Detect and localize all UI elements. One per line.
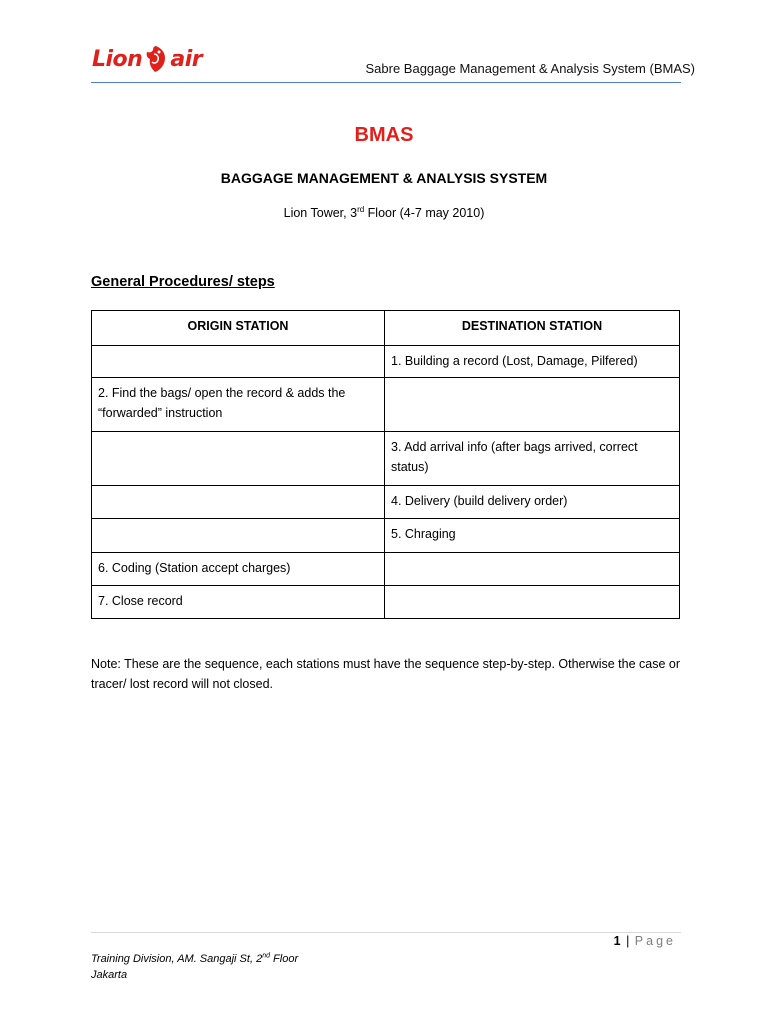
document-location xyxy=(0,206,768,220)
table-row xyxy=(92,586,680,619)
destination-cell xyxy=(385,586,680,619)
destination-cell: 5. Chraging xyxy=(385,519,680,553)
destination-cell: 1. Building a record (Lost, Damage, Pilfered) xyxy=(385,346,680,378)
header-divider xyxy=(91,82,681,83)
destination-cell xyxy=(385,553,680,586)
location-prefix: Lion Tower, 3 xyxy=(283,206,358,220)
lion-emblem-icon xyxy=(143,44,169,74)
table-row xyxy=(92,346,680,378)
footer-divider xyxy=(91,932,681,933)
location-ordinal: rd xyxy=(357,204,365,214)
column-header-destination: DESTINATION STATION xyxy=(385,311,680,346)
footer-line-1 xyxy=(91,951,298,967)
location-suffix: Floor (4-7 may 2010) xyxy=(364,206,485,220)
origin-cell: 6. Coding (Station accept charges) xyxy=(92,553,385,586)
document-subtitle: BAGGAGE MANAGEMENT & ANALYSIS SYSTEM xyxy=(220,170,548,186)
destination-cell: 4. Delivery (build delivery order) xyxy=(385,486,680,519)
header-title: Sabre Baggage Management & Analysis System (BMAS) xyxy=(365,61,695,76)
origin-cell xyxy=(92,486,385,519)
logo-text-air: air xyxy=(170,46,203,72)
procedure-note: Note: These are the sequence, each stations must have the sequence step-by-step. Otherwise the case or tracer/ lost record will not closed. xyxy=(91,657,680,691)
footer-line-1-suffix: Floor xyxy=(269,953,299,965)
table-row xyxy=(92,432,680,486)
footer-ordinal: nd xyxy=(262,952,270,960)
table-row xyxy=(92,486,680,519)
logo-text-lion: Lion xyxy=(92,46,143,72)
origin-cell xyxy=(92,519,385,553)
footer-line-1-prefix: Training Division, AM. Sangaji St, 2 xyxy=(91,953,263,965)
table-row xyxy=(92,519,680,553)
origin-cell: 7. Close record xyxy=(92,586,385,619)
procedure-table xyxy=(91,310,680,619)
page-number xyxy=(614,934,676,948)
footer-line-2: Jakarta xyxy=(91,969,128,981)
page-number-label: Page xyxy=(634,934,676,948)
origin-cell xyxy=(92,346,385,378)
table-row xyxy=(92,553,680,586)
page-number-separator: | xyxy=(626,934,630,948)
destination-cell xyxy=(385,378,680,432)
document-title: BMAS xyxy=(354,124,414,146)
lion-air-logo xyxy=(92,42,202,76)
destination-cell: 3. Add arrival info (after bags arrived, correct status) xyxy=(385,432,680,486)
origin-cell: 2. Find the bags/ open the record & adds the “forwarded” instruction xyxy=(92,378,385,432)
page-number-value: 1 xyxy=(613,934,621,948)
column-header-origin: ORIGIN STATION xyxy=(92,311,385,346)
section-heading: General Procedures/ steps xyxy=(91,274,275,290)
table-row xyxy=(92,378,680,432)
origin-cell xyxy=(92,432,385,486)
footer-address xyxy=(91,951,298,983)
table-header-row xyxy=(92,311,680,346)
